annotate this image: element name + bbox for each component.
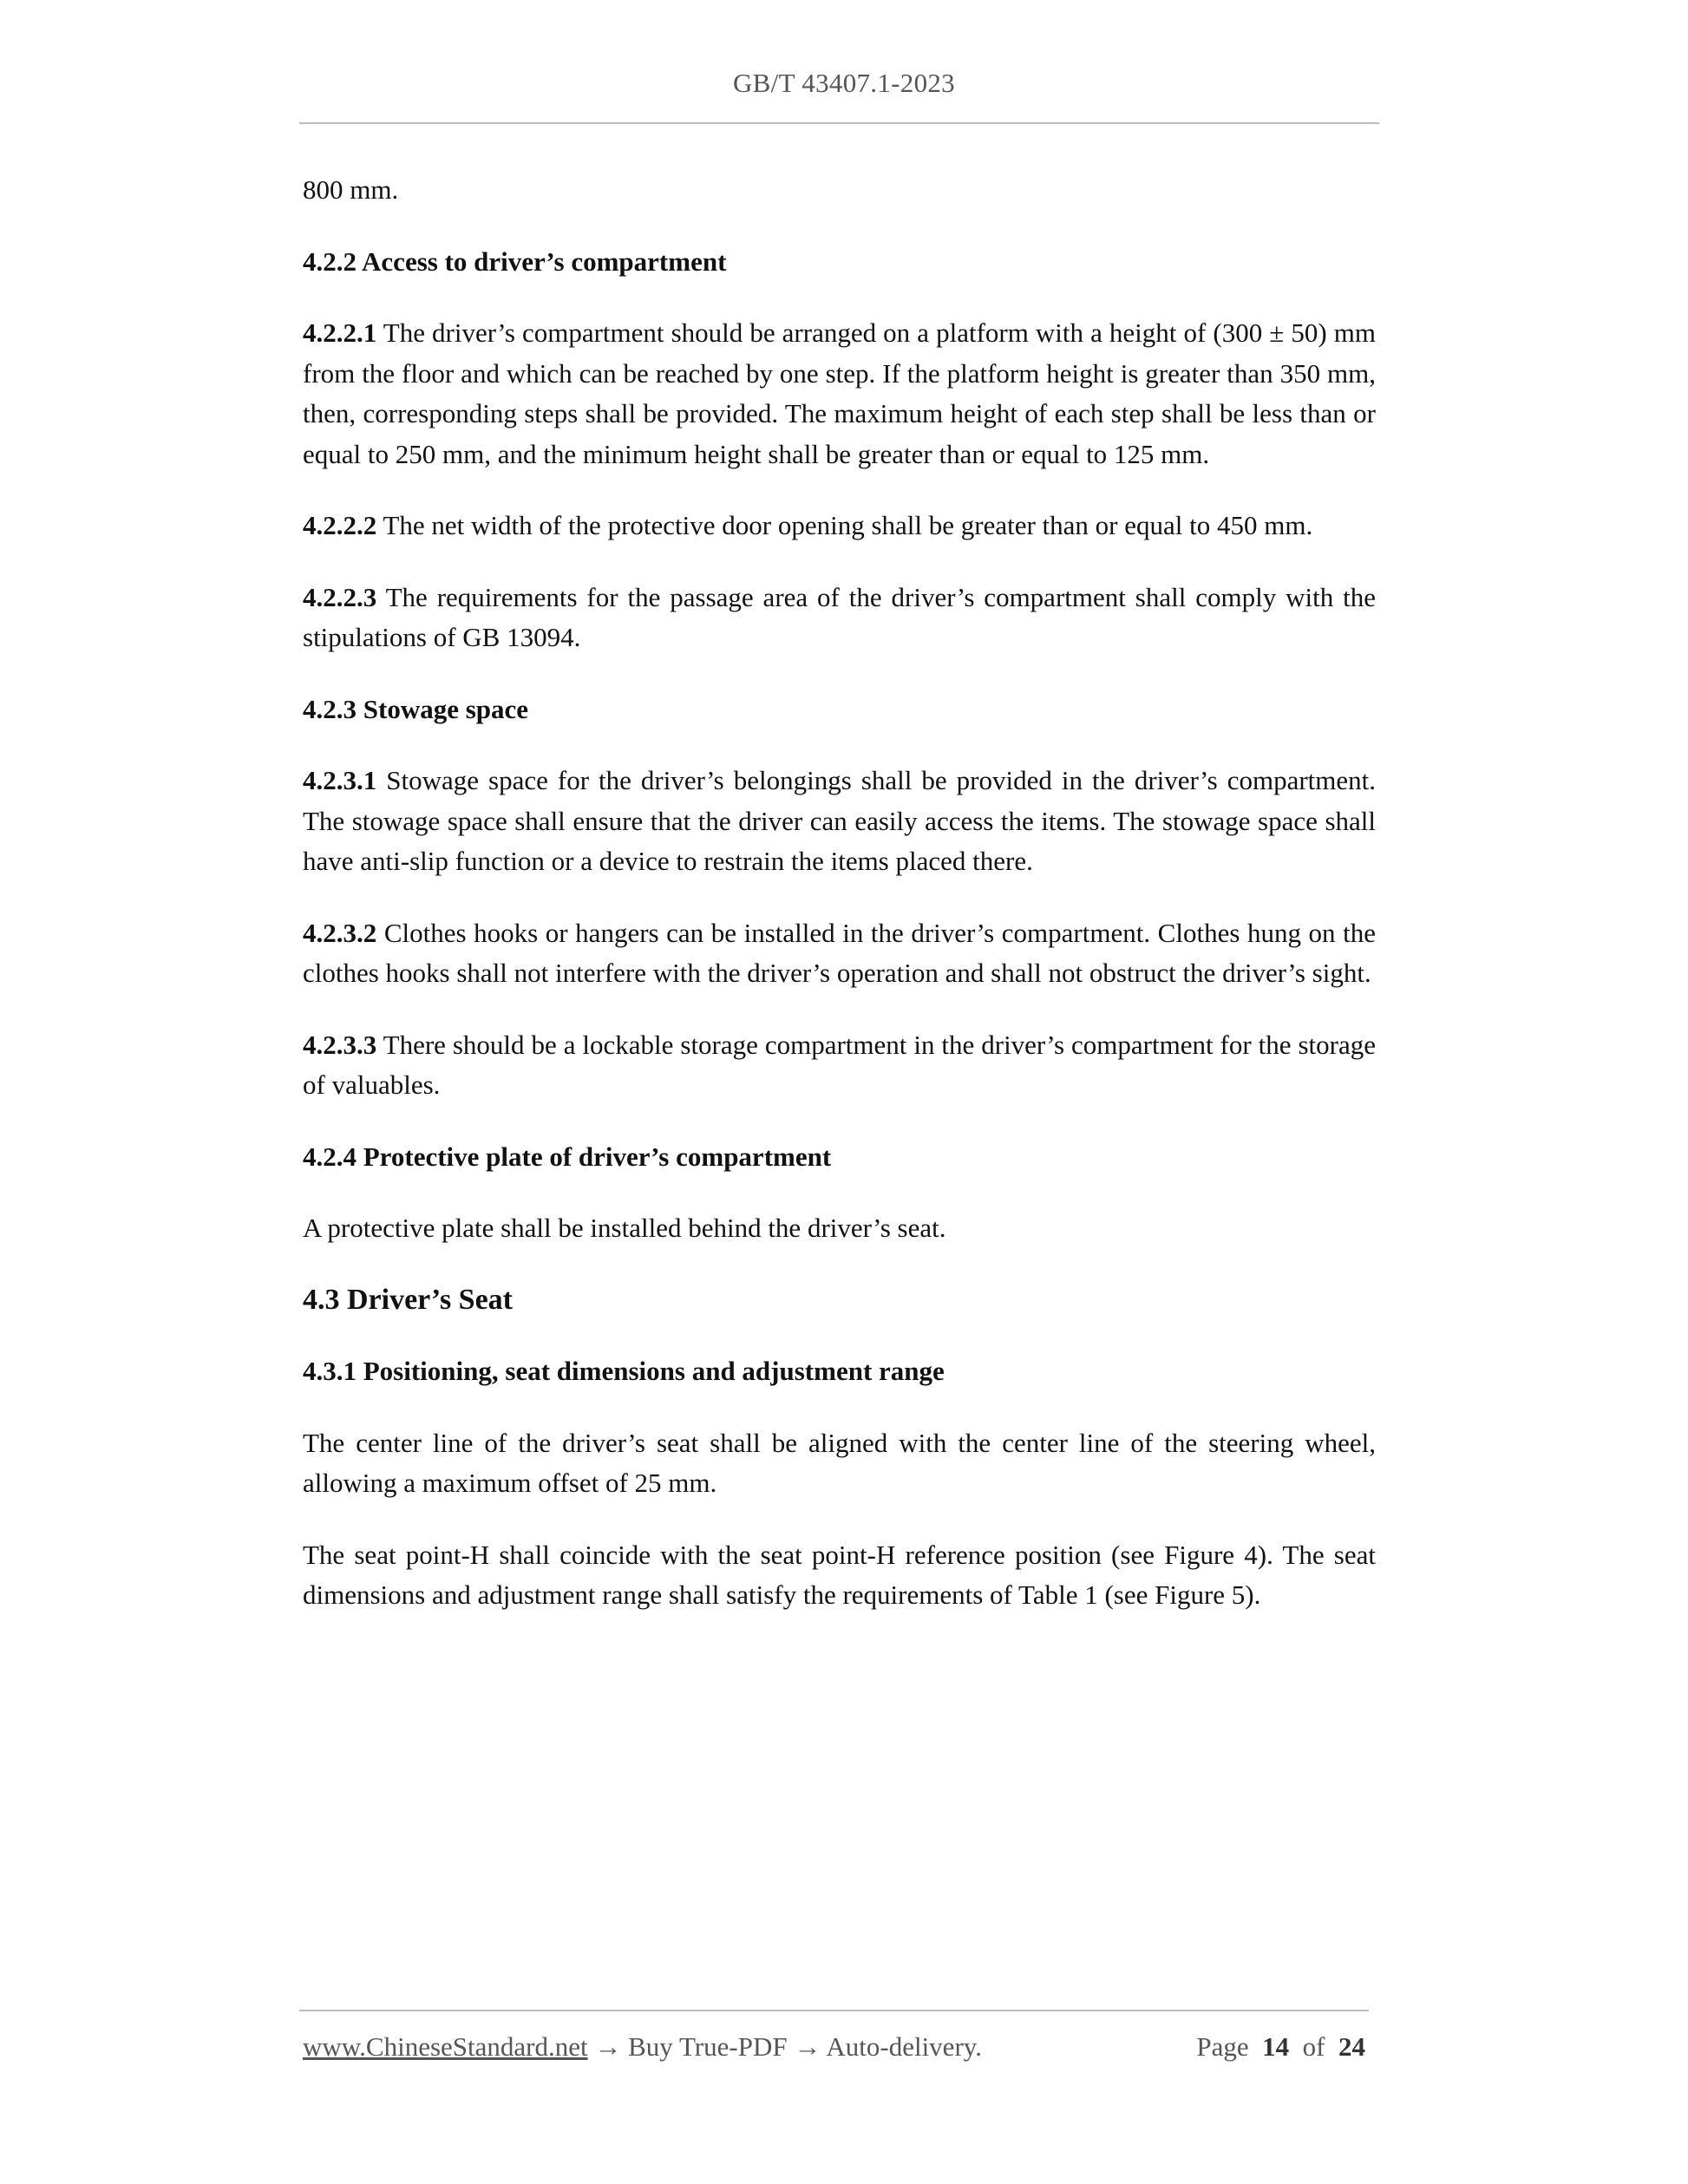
clause-text: Stowage space for the driver’s belongings shall be provided in the driver’s compartment. The stowage space shall ensure that the driver can easily access the items. The stowage space shall have anti-slip function or a device to restrain the items placed there.	[303, 765, 1376, 876]
clause-number: 4.2.3.3	[303, 1029, 377, 1060]
page-total: 24	[1338, 2031, 1365, 2062]
clause-number: 4.2.3.2	[303, 917, 377, 948]
document-body	[303, 170, 1376, 1616]
header-divider	[299, 122, 1379, 124]
paragraph-text: A protective plate shall be installed behind the driver’s seat.	[303, 1213, 946, 1243]
promo-text: → Buy True-PDF → Auto-delivery.	[587, 2031, 982, 2062]
paragraph-seat-point-h	[303, 1535, 1376, 1616]
clause-4-2-2-3	[303, 578, 1376, 658]
page-indicator	[1196, 2031, 1365, 2063]
clause-number: 4.2.2.1	[303, 317, 377, 348]
clause-text: The driver’s compartment should be arranged on a platform with a height of (300 ± 50) mm from the floor and which can be reached by one step. If the platform height is greater than 350 mm, then, corresponding steps shall be provided. The maximum height of each step shall be less than or equal to 250 mm, and the minimum height shall be greater than or equal to 125 mm.	[303, 317, 1376, 469]
clause-4-2-3-1	[303, 761, 1376, 882]
clause-4-2-2-1	[303, 313, 1376, 474]
clause-text: The net width of the protective door opening shall be greater than or equal to 450 mm.	[376, 510, 1313, 540]
page-header: GB/T 43407.1-2023	[733, 68, 955, 98]
page-current: 14	[1262, 2031, 1290, 2062]
paragraph-text: 800 mm.	[303, 174, 399, 205]
clause-text: Clothes hooks or hangers can be installed in the driver’s compartment. Clothes hung on the clothes hooks shall not interfere with the driver’s operation and shall not obstruct the driver’s sight.	[303, 917, 1376, 988]
page-word: Page	[1196, 2031, 1249, 2062]
heading-4-2-4: 4.2.4 Protective plate of driver’s compartment	[303, 1141, 832, 1172]
heading-4-2-2: 4.2.2 Access to driver’s compartment	[303, 245, 727, 277]
heading-4-3: 4.3 Driver’s Seat	[303, 1283, 514, 1316]
paragraph-center-line	[303, 1423, 1376, 1504]
clause-4-2-3-3	[303, 1025, 1376, 1106]
paragraph-text: The seat point-H shall coincide with the seat point-H reference position (see Figure 4). The seat dimensions and adjustment range shall satisfy the requirements of Table 1 (see Figure 5).	[303, 1539, 1376, 1610]
heading-4-2-3: 4.2.3 Stowage space	[303, 693, 529, 724]
footer-divider	[299, 2010, 1369, 2011]
website-link[interactable]: www.ChineseStandard.net	[303, 2031, 588, 2062]
clause-text: The requirements for the passage area of the driver’s compartment shall comply with the stipulations of GB 13094.	[303, 581, 1376, 652]
of-word: of	[1302, 2031, 1325, 2062]
page-footer	[303, 2031, 1365, 2063]
heading-4-3-1: 4.3.1 Positioning, seat dimensions and adjustment range	[303, 1356, 945, 1386]
clause-number: 4.2.2.3	[303, 581, 377, 612]
clause-number: 4.2.2.2	[303, 510, 377, 540]
paragraph-continuation	[303, 170, 1376, 211]
clause-number: 4.2.3.1	[303, 765, 377, 795]
paragraph-text: The center line of the driver’s seat shall be aligned with the center line of the steering wheel, allowing a maximum offset of 25 mm.	[303, 1427, 1376, 1498]
footer-promo	[303, 2031, 982, 2063]
clause-4-2-2-2	[303, 506, 1376, 546]
paragraph-protective-plate	[303, 1208, 1376, 1249]
clause-text: There should be a lockable storage compartment in the driver’s compartment for the storage of valuables.	[303, 1029, 1376, 1100]
clause-4-2-3-2	[303, 913, 1376, 994]
